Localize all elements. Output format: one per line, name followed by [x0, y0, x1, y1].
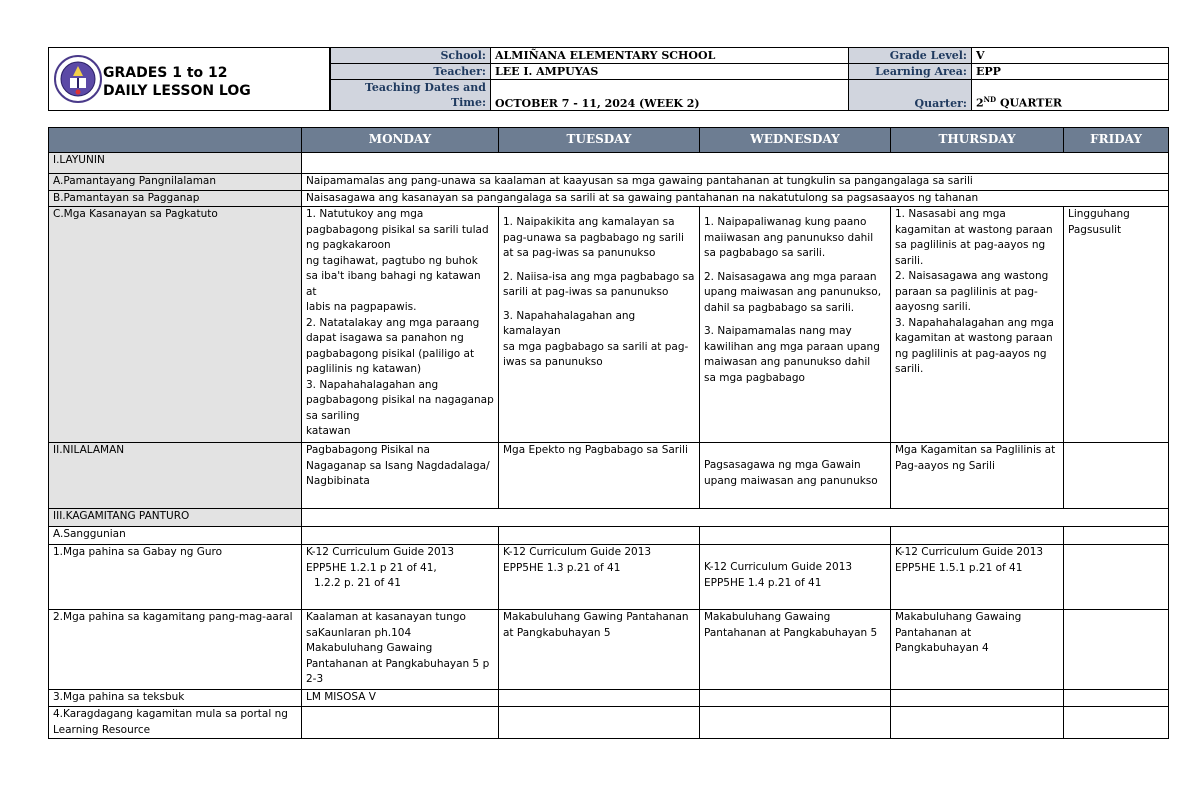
text-line: EPP5HE 1.2.1 p 21 of 41,	[306, 561, 437, 574]
spacer	[503, 207, 695, 215]
text-line: 1. Nasasabi ang mga	[895, 208, 1006, 220]
spacer	[704, 443, 886, 458]
text-line: K-12 Curriculum Guide 2013	[306, 546, 455, 558]
text-line: EPP5HE 1.5.1 p.21 of 41	[895, 561, 1023, 574]
text-line: 2. Naiisa-isa ang mga pagbabago sa	[503, 270, 695, 283]
text-line: EPP5HE 1.4 p.21 of 41	[704, 576, 822, 589]
row-label-layunin: I.LAYUNIN	[49, 153, 302, 174]
text-line: K-12 Curriculum Guide 2013	[895, 546, 1044, 558]
text-line: ng tagihawat, pagtubo ng buhok	[306, 254, 478, 267]
table-row	[49, 610, 1169, 690]
header-title-box	[48, 47, 330, 111]
text-line: pag-unawa sa pagbabago ng sarili	[503, 231, 684, 244]
day-header-wednesday: WEDNESDAY	[700, 128, 891, 153]
teaching-dates-label	[331, 80, 491, 111]
text-line: aayosng sarili.	[895, 301, 971, 313]
text-line: Pagsasagawa ng mga Gawain	[704, 459, 861, 471]
text-line: labis na pagpapawis.	[306, 301, 417, 313]
text-line: upang maiwasan ang panunukso,	[704, 286, 882, 298]
quarter-value	[972, 80, 1169, 111]
grade-level-label: Grade Level:	[849, 48, 972, 64]
empty-cell	[499, 527, 700, 545]
text-line: ng paglilinis at pag-aayos ng	[895, 347, 1047, 360]
log-title-line1: GRADES 1 to 12	[103, 65, 228, 81]
lesson-log-table	[48, 127, 1169, 739]
text-line: sa iba't ibang bahagi ng katawan	[306, 270, 481, 282]
text-line: 1.2.2 p. 21 of 41	[314, 577, 401, 589]
text-line: Makabuluhang Gawaing	[704, 611, 831, 623]
teaching-dates-label-line2: Time:	[450, 96, 486, 109]
text-line: K-12 Curriculum Guide 2013	[503, 546, 652, 558]
text-line: 1. Naipakikita ang kamalayan sa	[503, 216, 675, 228]
kasanayan-tuesday	[499, 207, 700, 443]
text-line: Pagsusulit	[1068, 223, 1122, 236]
nilalaman-monday	[302, 443, 499, 509]
school-label: School:	[331, 48, 491, 64]
quarter-word: QUARTER	[996, 97, 1062, 110]
text-line: ng pagkakaroon	[306, 239, 391, 251]
school-value: ALMIÑANA ELEMENTARY SCHOOL	[491, 48, 849, 64]
log-title	[103, 64, 251, 100]
table-row	[49, 174, 1169, 191]
text-line: sarili at pag-iwas sa panunukso	[503, 286, 669, 298]
text-line: Pantahanan at Pangkabuhayan 5 p	[306, 657, 490, 670]
text-line: 3. Napahahalagahan ang	[306, 378, 439, 391]
day-header-monday: MONDAY	[302, 128, 499, 153]
kasanayan-thursday	[891, 207, 1064, 443]
empty-cell	[1064, 527, 1169, 545]
text-line: 2. Naisasagawa ang wastong	[895, 270, 1049, 282]
learning-area-label: Learning Area:	[849, 64, 972, 80]
nilalaman-wednesday	[700, 443, 891, 509]
mag-aaral-tuesday	[499, 610, 700, 690]
spacer	[704, 262, 886, 270]
empty-cell	[302, 527, 499, 545]
row-label-teksbuk: 3.Mga pahina sa teksbuk	[49, 690, 302, 707]
text-line: Makabuluhang Gawaing	[895, 611, 1022, 623]
spacer	[503, 301, 695, 309]
text-line: Nagbibinata	[306, 475, 370, 487]
empty-cell	[1064, 545, 1169, 610]
text-line: sarili.	[895, 363, 924, 375]
text-line: 3. Naipamamalas nang may	[704, 325, 852, 337]
empty-cell	[1064, 690, 1169, 707]
empty-cell	[700, 707, 891, 739]
quarter-suffix: ND	[983, 95, 997, 105]
learning-area-value: EPP	[972, 64, 1169, 80]
spacer	[503, 262, 695, 270]
quarter-number: 2	[976, 97, 984, 110]
text-line: pagbabagong pisikal sa sarili tulad	[306, 223, 489, 236]
text-line: dapat isagawa sa panahon ng	[306, 332, 464, 344]
text-line: katawan	[306, 425, 351, 437]
text-line: pagbabagong pisikal (paliligo at	[306, 347, 475, 360]
mag-aaral-wednesday	[700, 610, 891, 690]
empty-cell	[499, 690, 700, 707]
row-label-sanggunian: A.Sanggunian	[49, 527, 302, 545]
quarter-label: Quarter:	[849, 80, 972, 111]
deped-seal-icon	[53, 52, 103, 106]
text-line: sa pagbabago sa sarili.	[704, 247, 826, 259]
text-line: upang maiwasan ang panunukso	[704, 474, 878, 487]
gabay-tuesday	[499, 545, 700, 610]
log-title-line2: DAILY LESSON LOG	[103, 83, 251, 99]
teaching-dates-label-line1: Teaching Dates and	[364, 81, 486, 94]
text-line: Kaalaman at kasanayan tungo	[306, 611, 466, 623]
empty-cell	[700, 527, 891, 545]
row-label-portal: 4.Karagdagang kagamitan mula sa portal ng Learning Resource	[49, 707, 302, 739]
text-line: dahil sa pagbabago sa sarili.	[704, 301, 855, 314]
kasanayan-monday	[302, 207, 499, 443]
empty-cell	[700, 690, 891, 707]
text-line: kawilihan ang mga paraan upang	[704, 340, 880, 353]
text-line: 2. Natatalakay ang mga paraang	[306, 316, 480, 329]
empty-cell	[1064, 707, 1169, 739]
text-line: sa paglilinis at pag-aayos ng	[895, 239, 1046, 251]
text-line: kagamitan at wastong paraan	[895, 332, 1053, 344]
table-row	[49, 153, 1169, 174]
text-line: sarili.	[895, 254, 924, 267]
text-line: pagbabagong pisikal na nagaganap	[306, 394, 494, 406]
text-line: Pangkabuhayan 4	[895, 642, 989, 654]
text-line: 3. Napahahalagahan ang kamalayan	[503, 309, 636, 337]
text-line: Pantahanan at	[895, 626, 972, 639]
text-line: Makabuluhang Gawing Pantahanan	[503, 611, 689, 623]
day-header-tuesday: TUESDAY	[499, 128, 700, 153]
day-header-friday: FRIDAY	[1064, 128, 1169, 153]
spacer	[704, 316, 886, 324]
kasanayan-wednesday	[700, 207, 891, 443]
text-line: Mga Epekto ng Pagbabago sa Sarili	[503, 444, 688, 456]
row-label-pamantayang-pangnilalaman: A.Pamantayang Pangnilalaman	[49, 174, 302, 191]
text-line: paraan sa paglilinis at pag-	[895, 285, 1038, 298]
teksbuk-monday: LM MISOSA V	[302, 690, 499, 707]
table-row	[49, 707, 1169, 739]
text-line: sa sariling	[306, 409, 360, 422]
table-row	[49, 207, 1169, 443]
table-row	[49, 545, 1169, 610]
gabay-thursday	[891, 545, 1064, 610]
text-line: sa mga pagbabago	[704, 371, 805, 384]
mag-aaral-monday	[302, 610, 499, 690]
empty-cell	[1064, 443, 1169, 509]
pamantayang-pangnilalaman-text: Naipamamalas ang pang-unawa sa kaalaman at kaayusan sa mga gawaing pantahanan at tungkulin sa pangangalaga sa sarili	[302, 174, 1169, 191]
teaching-dates-value: OCTOBER 7 - 11, 2024 (WEEK 2)	[491, 80, 849, 111]
text-line: Nagaganap sa Isang Nagdadalaga/	[306, 459, 490, 472]
table-row	[49, 509, 1169, 527]
text-line: Pagbabagong Pisikal na	[306, 444, 430, 456]
row-label-nilalaman: II.NILALAMAN	[49, 443, 302, 509]
mag-aaral-thursday	[891, 610, 1064, 690]
empty-cell	[302, 707, 499, 739]
gabay-wednesday	[700, 545, 891, 610]
empty-cell	[302, 509, 1169, 527]
text-line: maiiwasan ang panunukso dahil	[704, 231, 874, 244]
text-line: kagamitan at wastong paraan	[895, 223, 1053, 236]
spacer	[704, 207, 886, 215]
pamantayan-sa-pagganap-text: Naisasagawa ang kasanayan sa pangangalaga sa sarili at sa gawaing pantahanan na nakatutulong sa pagsasaayos ng tahanan	[302, 190, 1169, 207]
empty-cell	[891, 527, 1064, 545]
kasanayan-friday	[1064, 207, 1169, 443]
teacher-value: LEE I. AMPUYAS	[491, 64, 849, 80]
text-line: Pag-aayos ng Sarili	[895, 459, 995, 472]
corner-cell	[49, 128, 302, 153]
text-line: 2-3	[306, 673, 324, 685]
text-line: K-12 Curriculum Guide 2013	[704, 561, 853, 573]
table-row	[49, 190, 1169, 207]
text-line: at Pangkabuhayan 5	[503, 626, 611, 639]
text-line: at	[306, 285, 317, 298]
empty-cell	[891, 707, 1064, 739]
empty-cell	[1064, 610, 1169, 690]
text-line: Pantahanan at Pangkabuhayan 5	[704, 626, 878, 639]
text-line: paglilinis ng katawan)	[306, 363, 422, 375]
row-label-kagamitang-panturo: III.KAGAMITANG PANTURO	[49, 509, 302, 527]
text-line: iwas sa panunukso	[503, 356, 603, 368]
nilalaman-tuesday	[499, 443, 700, 509]
teacher-label: Teacher:	[331, 64, 491, 80]
row-label-kasanayan: C.Mga Kasanayan sa Pagkatuto	[49, 207, 302, 443]
header-info-table	[330, 47, 1169, 111]
text-line: maiwasan ang panunukso dahil	[704, 356, 871, 368]
table-row	[49, 690, 1169, 707]
text-line: Makabuluhang Gawaing	[306, 642, 433, 654]
text-line: 3. Napahahalagahan ang mga	[895, 316, 1054, 329]
table-row	[49, 443, 1169, 509]
gabay-monday	[302, 545, 499, 610]
row-label-gabay-ng-guro: 1.Mga pahina sa Gabay ng Guro	[49, 545, 302, 610]
text-line: EPP5HE 1.3 p.21 of 41	[503, 561, 621, 574]
day-header-thursday: THURSDAY	[891, 128, 1064, 153]
text-line: 1. Naipapaliwanag kung paano	[704, 216, 867, 228]
row-label-pamantayan-sa-pagganap: B.Pamantayan sa Pagganap	[49, 190, 302, 207]
spacer	[704, 545, 886, 560]
text-line: 2. Naisasagawa ang mga paraan	[704, 270, 877, 283]
text-line: sa mga pagbabago sa sarili at pag-	[503, 340, 689, 353]
text-line: at sa pag-iwas sa panunukso	[503, 247, 656, 259]
text-line: Mga Kagamitan sa Paglilinis at	[895, 444, 1056, 456]
text-line: Lingguhang	[1068, 208, 1130, 220]
empty-cell	[302, 153, 1169, 174]
grade-level-value: V	[972, 48, 1169, 64]
text-line: saKaunlaran ph.104	[306, 626, 412, 639]
nilalaman-thursday	[891, 443, 1064, 509]
row-label-kagamitang-pang-mag-aaral: 2.Mga pahina sa kagamitang pang-mag-aaral	[49, 610, 302, 690]
empty-cell	[891, 690, 1064, 707]
empty-cell	[499, 707, 700, 739]
text-line: 1. Natutukoy ang mga	[306, 208, 424, 220]
day-header-row	[49, 128, 1169, 153]
table-row	[49, 527, 1169, 545]
